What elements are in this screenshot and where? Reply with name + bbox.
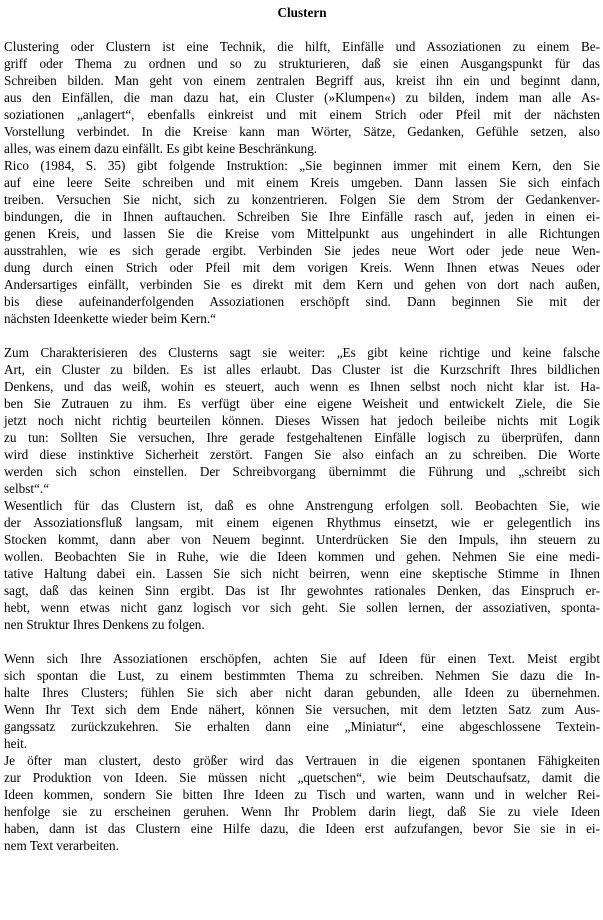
text-line: aus den Einfällen, die man dazu hat, ein Cluster (»Klumpen«) zu bilden, indem man alle As- xyxy=(4,90,600,105)
text-line: treiben. Versuchen Sie nicht, sich zu konzentrieren. Folgen Sie dem Strom der Gedankenver- xyxy=(4,192,600,207)
text-line: Rico (1984, S. 35) gibt folgende Instruktion: „Sie beginnen immer mit einem Kern, den Sie xyxy=(4,158,600,173)
text-line: Stocken kommt, dann aber von Neuem beginnt. Unterdrücken Sie den Impuls, ihn steuern zu xyxy=(4,532,600,547)
text-line: genen Kreis, und lassen Sie die Kreise vom Mittelpunkt aus ungehindert in alle Richtungen xyxy=(4,226,600,241)
text-line: nen Struktur Ihres Denkens zu folgen. xyxy=(4,617,205,632)
text-line: Ideen kommen, sondern Sie bitten Ihre Ideen zu Tisch und warten, wann und in welcher Rei- xyxy=(4,787,600,802)
paragraph-gap xyxy=(4,327,600,344)
text-line: Wenn sich Ihre Assoziationen erschöpfen, achten Sie auf Ideen für einen Text. Meist ergibt xyxy=(4,651,600,666)
text-line: Andersartiges einfällt, verbinden Sie es direkt mit dem Kern und gehen von dort nach außen, xyxy=(4,277,600,292)
text-line: dung durch einen Strich oder Pfeil mit dem vorigen Kreis. Wenn Ihnen etwas Neues oder xyxy=(4,260,600,275)
text-line: ausstrahlen, wie es sich gerade ergibt. Verbinden Sie jedes neue Wort oder jede neue Wen- xyxy=(4,243,600,258)
text-line: Zum Charakterisieren des Clusterns sagt sie weiter: „Es gibt keine richtige und keine falsche xyxy=(4,345,600,360)
text-line: bis diese aufeinanderfolgenden Assoziationen erschöpft sind. Dann beginnen Sie mit der xyxy=(4,294,600,309)
text-line: der Assoziationsfluß langsam, mit einem eigenen Rhythmus einsetzt, wie er gelegentlich ins xyxy=(4,515,600,530)
document-body xyxy=(4,38,600,854)
text-line: wollen. Beobachten Sie in Ruhe, wie die Ideen kommen und gehen. Nehmen Sie eine medi- xyxy=(4,549,600,564)
text-line: jetzt noch nicht richtig beurteilen können. Dieses Wissen hat jedoch beileibe nichts mit Logik xyxy=(4,413,600,428)
text-line: Vorstellung verbindet. In die Kreise kann man Wörter, Sätze, Gedanken, Gefühle setzen, also xyxy=(4,124,600,139)
text-line: ben Sie Zutrauen zu ihm. Es verfügt über eine eigene Weisheit und entwickelt Ziele, die Sie xyxy=(4,396,600,411)
text-line: auf eine leere Seite schreiben und mit einem Kreis umgeben. Dann lassen Sie sich einfach xyxy=(4,175,600,190)
text-line: heit. xyxy=(4,736,28,751)
text-line: soziationen „anlagert“, ebenfalls einkreist und mit einem Strich oder Pfeil mit der nächsten xyxy=(4,107,600,122)
text-line: nächsten Ideenkette wieder beim Kern.“ xyxy=(4,311,216,326)
text-line: haben, dann ist das Clustern eine Hilfe dazu, die Ideen erst aufzufangen, bevor Sie sie in ei- xyxy=(4,821,600,836)
text-line: zur Produktion von Ideen. Sie müssen nicht „quetschen“, wie beim Deutschaufsatz, damit die xyxy=(4,770,600,785)
text-line: alles, was einem dazu einfällt. Es gibt keine Beschränkung. xyxy=(4,141,318,156)
text-line: Clustering oder Clustern ist eine Technik, die hilft, Einfälle und Assoziationen zu einem Be- xyxy=(4,39,600,54)
text-line: Denkens, und das weiß, wohin es steuert, auch wenn es Ihnen selbst noch nicht klar ist. Ha- xyxy=(4,379,600,394)
text-line: selbst“.“ xyxy=(4,481,50,496)
text-line: gangssatz zurückzukehren. Sie erhalten dann eine „Miniatur“, eine abgeschlossene Textein- xyxy=(4,719,600,734)
text-line: sagt, daß das keinen Sinn ergibt. Das ist Ihr gewohntes rationales Denken, das Einspruch er- xyxy=(4,583,600,598)
document-title: Clustern xyxy=(277,5,327,20)
text-line: wird diese instinktive Sicherheit zerstört. Fangen Sie also einfach an zu schreiben. Die Worte xyxy=(4,447,600,462)
text-line: bindungen, die in Ihnen auftauchen. Schreiben Sie Ihre Einfälle rasch auf, jeden in einen ei- xyxy=(4,209,600,224)
text-line: henfolge sie zu erscheinen geruhen. Wenn Ihr Problem darin liegt, daß Sie zu viele Ideen xyxy=(4,804,600,819)
text-line: sich spontan die Lust, zu einem bestimmten Thema zu schreiben. Nehmen Sie dazu die In- xyxy=(4,668,600,683)
paragraph-gap xyxy=(4,633,600,650)
text-line: Je öfter man clustert, desto größer wird das Vertrauen in die eigenen spontanen Fähigkeiten xyxy=(4,753,600,768)
text-line: hebt, wenn etwas nicht ganz logisch vor sich geht. Sie sollen lernen, der assoziativen, sponta- xyxy=(4,600,600,615)
text-line: Schreiben bilden. Man geht von einem zentralen Begriff aus, kreist ihn ein und beginnt dann, xyxy=(4,73,600,88)
text-line: Wesentlich für das Clustern ist, daß es ohne Anstrengung erfolgen soll. Beobachten Sie, wie xyxy=(4,498,600,513)
text-line: griff oder Thema zu ordnen und so zu strukturieren, daß sie einen Ausgangspunkt für das xyxy=(4,56,600,71)
text-line: werden sich schon einstellen. Der Schreibvorgang übernimmt die Führung und „schreibt sich xyxy=(4,464,600,479)
document-page xyxy=(4,4,600,854)
text-line: Wenn Ihr Text sich dem Ende nähert, können Sie versuchen, mit dem letzten Satz zum Aus- xyxy=(4,702,600,717)
text-line: nem Text verarbeiten. xyxy=(4,838,119,853)
text-line: tative Haltung dabei ein. Lassen Sie sich nicht beirren, wenn eine skeptische Stimme in Ihnen xyxy=(4,566,600,581)
text-line: Art, ein Cluster zu bilden. Es ist alles erlaubt. Das Cluster ist die Kurzschrift Ihres bildlichen xyxy=(4,362,600,377)
text-line: halte Ihres Clusters; fühlen Sie sich aber nicht daran gebunden, alle Ideen zu übernehmen. xyxy=(4,685,600,700)
text-line: zu tun: Sollten Sie versuchen, Ihre gerade festgehaltenen Einfälle logisch zu überprüfen, dann xyxy=(4,430,600,445)
